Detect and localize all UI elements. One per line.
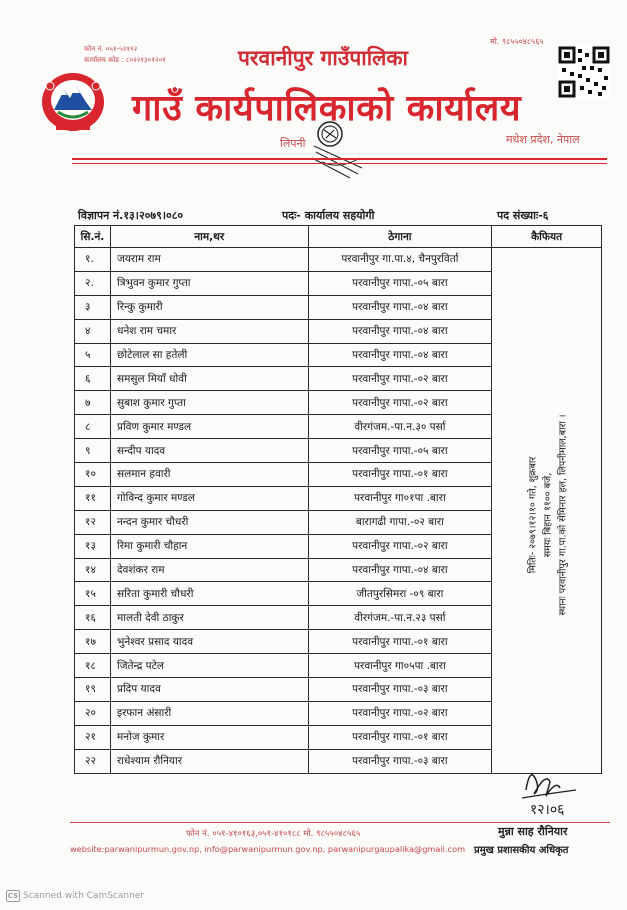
post-title: पदः- कार्यालय सहयोगी [282, 209, 375, 222]
nepal-emblem-icon [38, 68, 108, 134]
sn-cell: ९ [75, 439, 111, 463]
office-title: गाउँ कार्यपालिकाको कार्यालय [132, 88, 522, 129]
name-cell: प्रदिप यादव [110, 678, 308, 702]
address-cell: परवानीपुर गापा.-०२ बारा [308, 534, 492, 558]
name-cell: गोविन्द कुमार मण्डल [110, 486, 308, 510]
address-cell: परवानीपुर गापा.-०४ बारा [308, 558, 492, 582]
name-cell: त्रिभुवन कुमार गुप्ता [110, 271, 308, 295]
remarks-text [526, 285, 571, 745]
header-mobile: मो. ९८५५०४८५६५ [490, 37, 544, 46]
sn-cell: ३ [75, 295, 111, 319]
address-cell: परवानीपुर गापा.-०५ बारा [308, 439, 492, 463]
address-cell: परवानीपुर गापा.-०२ बारा [308, 367, 492, 391]
header-phone: फोन नं. ०५१-५२११२ [84, 45, 138, 53]
address-cell: परवानीपुर गा०१पा .बारा [308, 486, 492, 510]
header-contact [84, 44, 166, 66]
name-cell: देवशंकर राम [110, 558, 308, 582]
name-cell: धनेश राम चमार [110, 319, 308, 343]
sn-cell: १७ [75, 630, 111, 654]
footer-website: website:parwanipurmun.gov.np, info@parwanipurmun.gov.np, parwanipurgaupalika@gmail.com [70, 844, 466, 854]
address-cell: वीरगंजम.-पा.न.२३ पर्सा [308, 606, 492, 630]
remarks-date: मितिः- २०७९।१२।१० गते, शुक्रबार [527, 456, 539, 574]
address-cell: परवानीपुर गापा.-०३ बारा [308, 749, 492, 773]
header-sn: सि.नं. [75, 226, 111, 248]
camscanner-logo-icon: CS [7, 892, 19, 900]
sn-cell: १४ [75, 558, 111, 582]
address-cell: परवानीपुर गा०५पा .बारा [308, 654, 492, 678]
name-cell: मनोज कुमार [110, 725, 308, 749]
address-cell: परवानीपुर गापा.-०५ बारा [308, 271, 492, 295]
sn-cell: ८ [75, 415, 111, 439]
sn-cell: ४ [75, 319, 111, 343]
name-cell: सरिता कुमारी चौधरी [110, 582, 308, 606]
name-cell: इरफान अंसारी [110, 701, 308, 725]
sn-cell: १९ [75, 678, 111, 702]
officer-name: मुन्ना साह रौनियार [498, 825, 568, 838]
sn-cell: २२ [75, 749, 111, 773]
address-cell: परवानीपुर गापा.-०४ बारा [308, 343, 492, 367]
name-cell: जितेन्द्र पटेल [110, 654, 308, 678]
sn-cell: १२ [75, 510, 111, 534]
name-cell: रिन्कु कुमारी [110, 295, 308, 319]
signature-icon [516, 760, 582, 820]
name-cell: प्रविण कुमार मण्डल [110, 415, 308, 439]
camscanner-label: Scanned with CamScanner [23, 891, 145, 901]
post-count: पद संख्याः-६ [497, 209, 549, 222]
sn-cell: ५ [75, 343, 111, 367]
sn-cell: १३ [75, 534, 111, 558]
address-cell: परवानीपुर गापा.-०१ बारा [308, 725, 492, 749]
signature-date: १२।०६ [530, 802, 565, 818]
name-cell: जयराम राम [110, 248, 308, 272]
sn-cell: ७ [75, 391, 111, 415]
remarks-venue: स्थानः परवानीपुर गा.पा.को सेमिनार हल, लिपनीमाल,बारा । [557, 414, 569, 616]
sn-cell: २० [75, 701, 111, 725]
header-rule [72, 158, 607, 160]
sn-cell: १६ [75, 606, 111, 630]
name-cell: राधेश्याम रौनियार [110, 749, 308, 773]
name-cell: समसुल मियाँ धोवी [110, 367, 308, 391]
office-stamp-icon [300, 112, 370, 182]
header-name: नाम,थर [110, 226, 308, 248]
sn-cell: १. [75, 248, 111, 272]
address-cell: परवानीपुर गापा.-०२ बारा [308, 701, 492, 725]
header-rule-thin [72, 163, 607, 164]
sn-cell: २१ [75, 725, 111, 749]
name-cell: छोटेलाल सा हतेली [110, 343, 308, 367]
address-cell: जीतपुरसिमरा -०९ बारा [308, 582, 492, 606]
address-cell: परवानीपुर गापा.-०४ बारा [308, 319, 492, 343]
header-office-code: कार्यालय कोड : ८०२२१३०१२०१ [84, 56, 166, 64]
name-cell: सन्दीप यादव [110, 439, 308, 463]
notice-number: विज्ञापन नं.१३।२०७९।०८० [78, 209, 184, 222]
name-cell: नन्दन कुमार चौधरी [110, 510, 308, 534]
name-cell: भुनेश्वर प्रसाद यादव [110, 630, 308, 654]
address-cell: परवानीपुर गा.पा.४, चैनपुरविर्ता [308, 248, 492, 272]
address-cell: बारागढी गापा.-०२ बारा [308, 510, 492, 534]
address-cell: वीरगंजम.-पा.न.३० पर्सा [308, 415, 492, 439]
footer-phone: फोन नं. ०५१-४१०१६३,०५१-४१०१८८ मो. ९८५५०४८५६५ [186, 829, 361, 839]
sn-cell: ११ [75, 486, 111, 510]
header-remarks: कैफियत [492, 226, 602, 248]
address-cell: परवानीपुर गापा.-०४ बारा [308, 295, 492, 319]
table-header-row [75, 226, 602, 248]
footer-rule [70, 822, 610, 823]
header-address: ठेगाना [308, 226, 492, 248]
address-cell: परवानीपुर गापा.-०१ बारा [308, 463, 492, 487]
name-cell: रिमा कुमारी चौहान [110, 534, 308, 558]
officer-title: प्रमुख प्रशासकीय अधिकृत [474, 845, 569, 856]
address-cell: परवानीपुर गापा.-०३ बारा [308, 678, 492, 702]
sn-cell: २. [75, 271, 111, 295]
sn-cell: ६ [75, 367, 111, 391]
remarks-time: समयः बिहान ११०० बजे, [542, 472, 554, 558]
name-cell: सलमान हवारी [110, 463, 308, 487]
municipality-name: परवानीपुर गाउँपालिका [238, 46, 408, 70]
sn-cell: १८ [75, 654, 111, 678]
name-cell: सुबाश कुमार गुप्ता [110, 391, 308, 415]
qr-code-icon [558, 46, 610, 98]
province-name: मधेश प्रदेश, नेपाल [506, 133, 580, 146]
address-cell: परवानीपुर गापा.-०१ बारा [308, 630, 492, 654]
address-cell: परवानीपुर गापा.-०२ बारा [308, 391, 492, 415]
name-cell: मालती देवी ठाकुर [110, 606, 308, 630]
camscanner-watermark [6, 890, 144, 902]
remarks-cell [494, 247, 602, 783]
office-location: लिपनी [280, 137, 306, 150]
sn-cell: १० [75, 463, 111, 487]
sn-cell: १५ [75, 582, 111, 606]
